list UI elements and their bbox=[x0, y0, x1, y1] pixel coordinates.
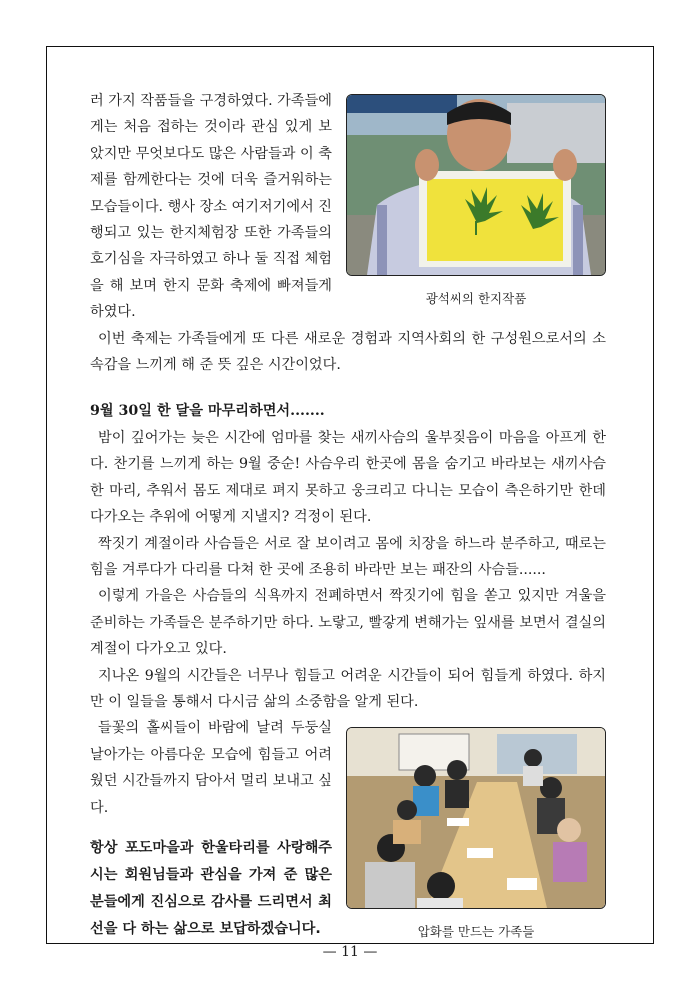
paragraph-september: 지나온 9월의 시간들은 너무나 힘들고 어려운 시간들이 되어 힘들게 하였다. 하지만 이 일들을 통해서 다시금 삶의 소중함을 알게 된다. bbox=[90, 667, 606, 710]
man-holding-artwork-icon bbox=[347, 95, 605, 275]
paragraph-autumn: 이렇게 가을은 사슴들의 식욕까지 전폐하면서 짝짓기에 힘을 쏟고 있지만 겨울을 준비하는 가족들은 분주하기만 하다. 노랗고, 빨갛게 변해가는 잎새를 보면서 결실의 계절이 다가오고 있다. bbox=[90, 588, 606, 658]
paragraph-deer-night: 밤이 깊어가는 늦은 시간에 엄마를 찾는 새끼사슴의 울부짖음이 마음을 아프게 한다. 찬기를 느끼게 하는 9월 중순! 사슴우리 한곳에 몸을 숨기고 바라보는 새끼사슴 한 마리, 추워서 몸도 제대로 펴지 못하고 웅크리고 다니는 모습이 측은하기만 한데 다가오는 추위에 어떻게 지낼지? 걱정이 된다. bbox=[90, 429, 606, 526]
paragraph-festival: 러 가지 작품들을 구경하였다. 가족들에게는 처음 접하는 것이라 관심 있게 보았지만 무엇보다도 많은 사람들과 이 축제를 함께한다는 것에 더욱 즐거워하는 모습들이다. 행사 장소 여기저기에서 진행되고 있는 한지체험장 또한 가족들의 호기심을 자극하였고 하나 둘 직접 체험을 해 보며 한지 문화 축제에 빠져들게 하였다. bbox=[90, 93, 332, 321]
page-number: — 11 — bbox=[322, 944, 378, 960]
figure-pressed-flowers bbox=[346, 727, 606, 945]
photo-pressed-flowers bbox=[346, 727, 606, 909]
family-pressed-flowers-icon bbox=[347, 728, 605, 908]
article-body bbox=[90, 88, 606, 950]
closing-message: 항상 포도마을과 한울타리를 사랑해주시는 회원님들과 관심을 가져 준 많은 분들에게 진심으로 감사를 드리면서 최선을 다 하는 삶으로 보답하겠습니다. bbox=[90, 839, 332, 937]
paragraph-festival-summary: 이번 축제는 가족들에게 또 다른 새로운 경험과 지역사회의 한 구성원으로서의 소속감을 느끼게 해 준 뜻 깊은 시간이었다. bbox=[90, 330, 606, 374]
figure-hanji-artwork bbox=[346, 94, 606, 312]
paragraph-mating-season: 짝짓기 계절이라 사슴들은 서로 잘 보이려고 몸에 치장을 하느라 분주하고, 때로는 힘을 겨루다가 다리를 다쳐 한 곳에 조용히 바라만 보는 패잔의 사슴들...... bbox=[90, 535, 606, 578]
photo-hanji-artwork bbox=[346, 94, 606, 276]
paragraph-seeds: 들꽃의 홀씨들이 바람에 날려 두둥실 날아가는 아름다운 모습에 힘들고 어려웠던 시간들까지 담아서 멀리 보내고 싶다. bbox=[90, 720, 332, 816]
section-heading: 9월 30일 한 달을 마무리하면서....... bbox=[90, 403, 325, 420]
caption-hanji-artwork: 광석씨의 한지작품 bbox=[425, 291, 527, 306]
caption-pressed-flowers: 압화를 만드는 가족들 bbox=[417, 924, 535, 940]
